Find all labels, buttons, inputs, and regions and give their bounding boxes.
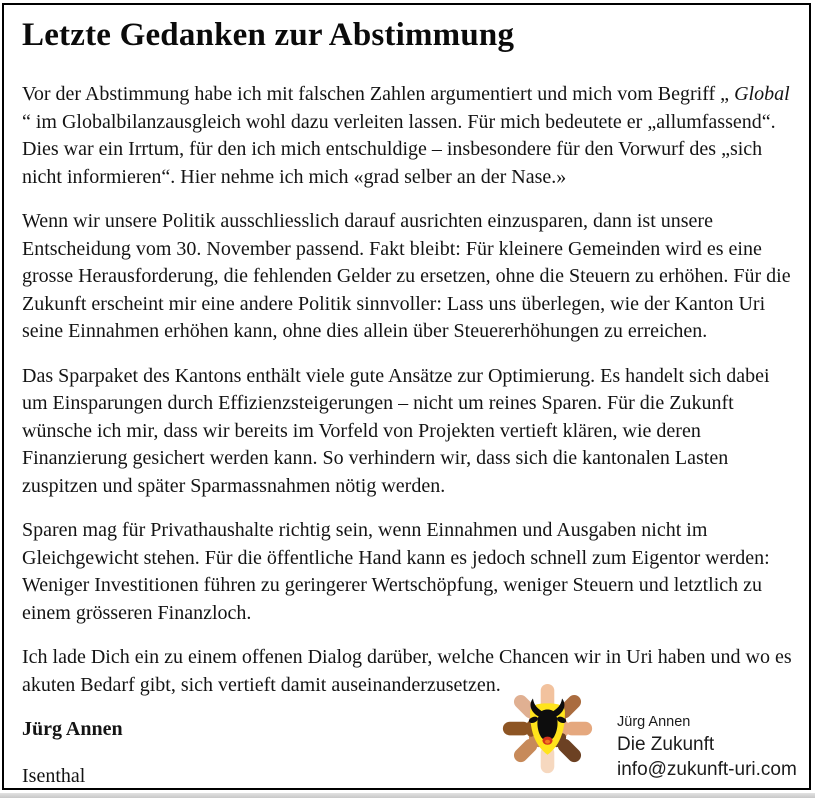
paragraph-1-text-before: Vor der Abstimmung habe ich mit falschen Zahlen argumentiert und mich vom Begriff „ xyxy=(22,83,735,105)
paragraph-1 xyxy=(22,81,797,191)
paragraph-2: Wenn wir unsere Politik ausschliesslich darauf ausrichten einzusparen, dann ist unsere Entscheidung vom 30. November passend. Fakt bleibt: Für kleinere Gemeinden wird es eine grosse Herausforderung, die fehlenden Gelder zu ersetzen, ohne die Steuern zu erhöhen. Für die Zukunft erscheint mir eine andere Politik sinnvoller: Lass uns überlegen, wie der Kanton Uri seine Einnahmen erhöhen kann, ohne dies allein über Steuererhöhungen zu erreichen. xyxy=(22,210,791,342)
contact-card xyxy=(499,676,797,785)
paragraph-1-text-after: “ im Globalbilanzausgleich wohl dazu verleiten lassen. Für mich bedeutete er „allumfassend“. Dies war ein Irrtum, für den ich mich entschuldige – insbesondere für den Vorwurf des „sich nicht informieren“. Hier nehme ich mich «grad selber an der Nase.» xyxy=(22,110,776,188)
paragraph-5: Ich lade Dich ein zu einem offenen Dialog darüber, welche Chancen wir in Uri haben und wo es akuten Bedarf gibt, sich vertieft damit auseinanderzusetzen. xyxy=(22,646,792,696)
hands-circle-bull-logo-icon xyxy=(499,676,596,785)
signature-name: Jürg Annen xyxy=(22,718,123,740)
contact-text-block xyxy=(617,712,797,782)
signature-place: Isenthal xyxy=(22,764,86,787)
paragraph-1-italic-word: Global xyxy=(734,83,790,105)
zukunft-uri-logo xyxy=(499,676,596,785)
page-border-frame xyxy=(2,3,811,790)
bull-nose-ring-highlight xyxy=(545,740,550,744)
paragraph-4: Sparen mag für Privathaushalte richtig sein, wenn Einnahmen und Ausgaben nicht im Gleichgewicht stehen. Für die öffentliche Hand kann es jedoch schnell zum Eigentor werden: Weniger Investitionen führen zu geringerer Wertschöpfung, weniger Steuern und letztlich zu einem grösseren Finanzloch. xyxy=(22,519,770,624)
paragraph-3: Das Sparpaket des Kantons enthält viele gute Ansätze zur Optimierung. Es handelt sich dabei um Einsparungen durch Effizienzsteigerungen – nicht um reines Sparen. Für die Zukunft wünsche ich mir, dass wir bereits im Vorfeld von Projekten vertieft klären, wie deren Finanzierung gesichert werden kann. So verhindern wir, dass sich die kantonalen Lasten zuspitzen und später Sparmassnahmen nötig werden. xyxy=(22,364,770,497)
scan-bottom-shadow xyxy=(0,793,815,798)
contact-name: Jürg Annen xyxy=(617,714,691,730)
contact-email: info@zukunft-uri.com xyxy=(617,759,797,780)
contact-organization: Die Zukunft xyxy=(617,734,715,755)
page-title: Letzte Gedanken zur Abstimmung xyxy=(22,17,515,53)
